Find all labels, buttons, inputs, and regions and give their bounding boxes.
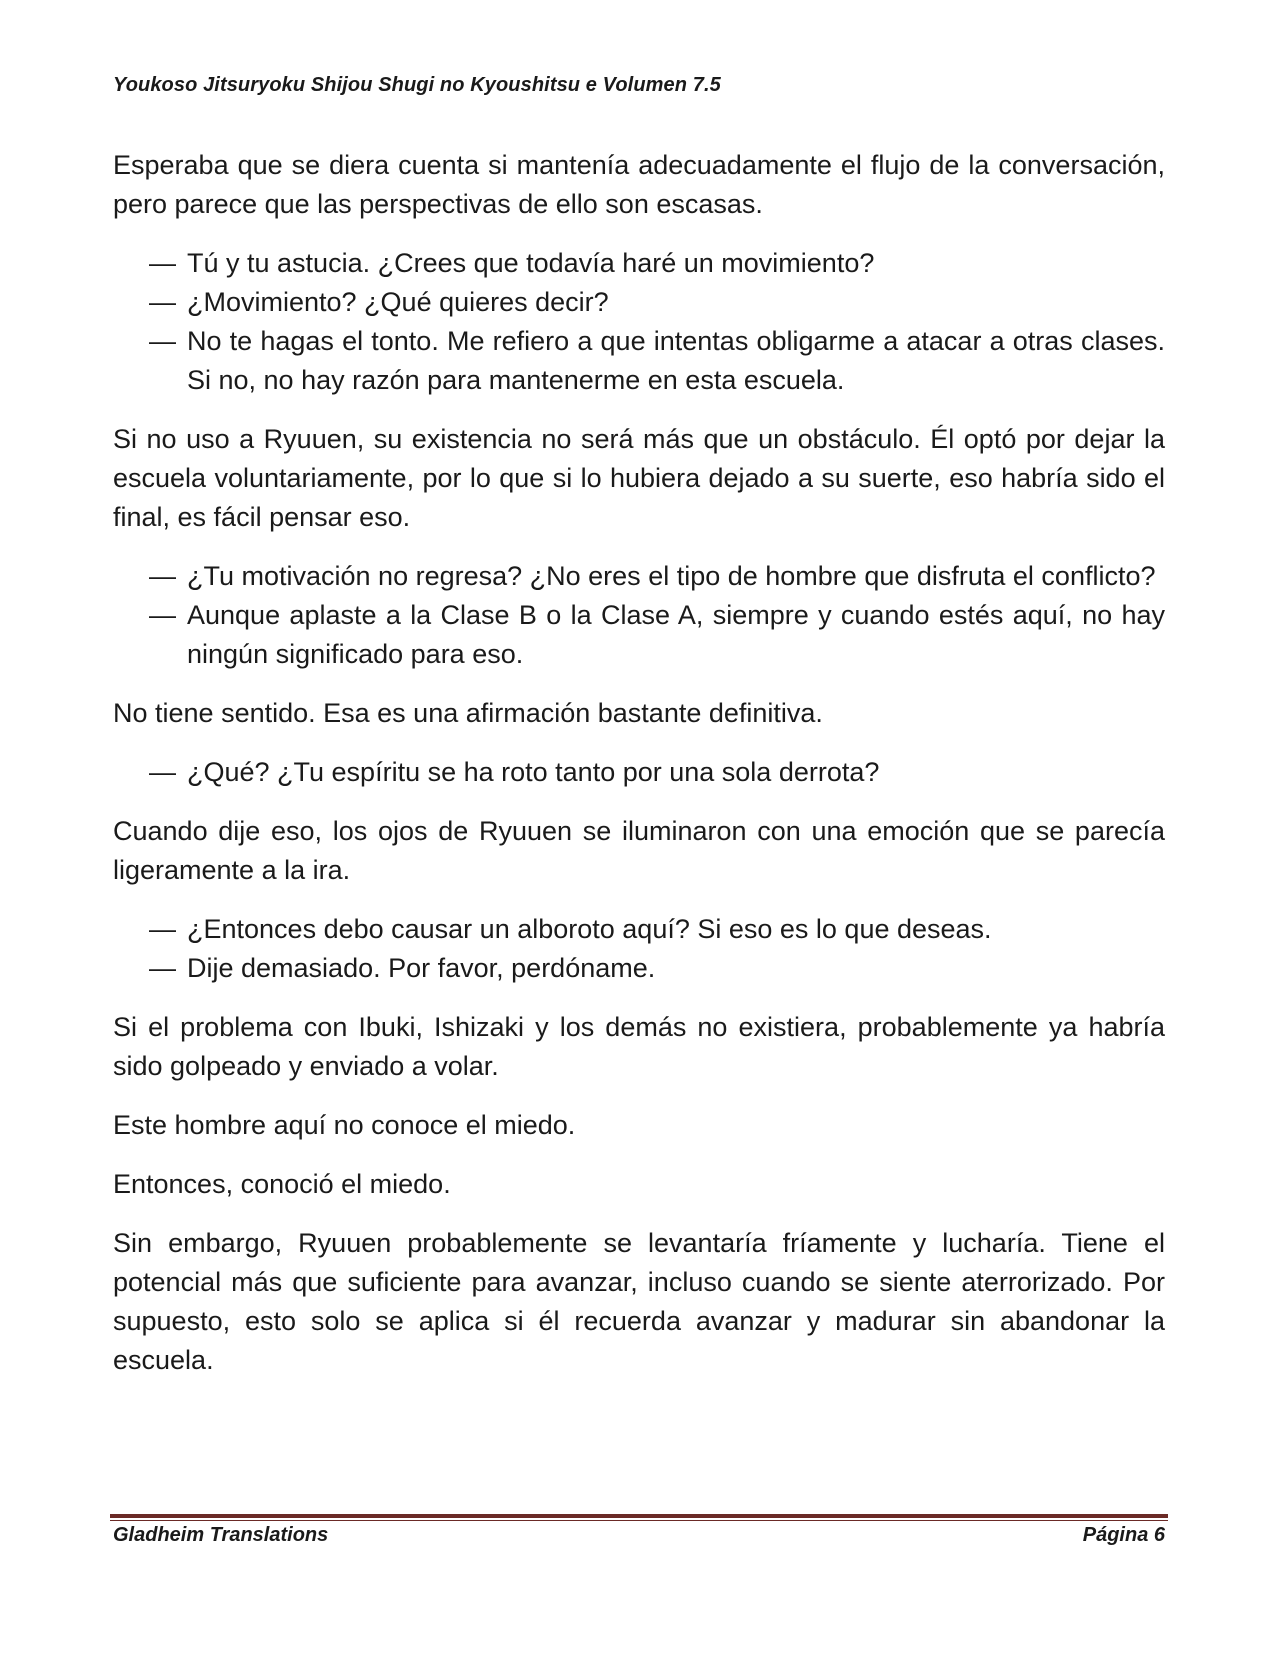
dialogue-text: No te hagas el tonto. Me refiero a que intentas obligarme a atacar a otras clases. Si no, no hay razón para mantenerme en esta escuela.: [187, 326, 1165, 395]
dialogue-block: [113, 753, 1165, 792]
dialogue-text: ¿Movimiento? ¿Qué quieres decir?: [187, 287, 609, 317]
dash-mark: —: [149, 248, 176, 278]
dialogue-text: Dije demasiado. Por favor, perdóname.: [187, 953, 656, 983]
dialogue-block: [113, 244, 1165, 400]
dialogue-text: Tú y tu astucia. ¿Crees que todavía haré un movimiento?: [187, 248, 875, 278]
dash-mark: —: [149, 914, 176, 944]
footer-translator: Gladheim Translations: [113, 1524, 329, 1546]
dialogue-block: [113, 557, 1165, 674]
dash-mark: —: [149, 287, 176, 317]
dialogue-line: [113, 244, 1165, 283]
page-body: [113, 146, 1165, 1400]
dash-mark: —: [149, 561, 176, 591]
paragraph: Cuando dije eso, los ojos de Ryuuen se iluminaron con una emoción que se parecía ligeramente a la ira.: [113, 816, 1165, 885]
paragraph: Este hombre aquí no conoce el miedo.: [113, 1110, 576, 1140]
dialogue-line: [113, 283, 1165, 322]
paragraph: Si no uso a Ryuuen, su existencia no será más que un obstáculo. Él optó por dejar la escuela voluntariamente, por lo que si lo hubiera dejado a su suerte, eso habría sido el final, es fácil pensar eso.: [113, 424, 1165, 532]
header-title: Youkoso Jitsuryoku Shijou Shugi no Kyoushitsu e Volumen 7.5: [113, 74, 721, 96]
dialogue-line: [113, 557, 1165, 596]
footer-divider-thin: [110, 1520, 1168, 1521]
paragraph: Si el problema con Ibuki, Ishizaki y los demás no existiera, probablemente ya habría sido golpeado y enviado a volar.: [113, 1012, 1165, 1081]
dash-mark: —: [149, 600, 176, 630]
paragraph: Entonces, conoció el miedo.: [113, 1169, 451, 1199]
dash-mark: —: [149, 326, 176, 356]
dialogue-text: ¿Tu motivación no regresa? ¿No eres el tipo de hombre que disfruta el conflicto?: [187, 561, 1156, 591]
dialogue-line: [113, 949, 1165, 988]
paragraph: No tiene sentido. Esa es una afirmación bastante definitiva.: [113, 698, 823, 728]
paragraph: Sin embargo, Ryuuen probablemente se levantaría fríamente y lucharía. Tiene el potencial más que suficiente para avanzar, incluso cuando se siente aterrorizado. Por supuesto, esto solo se aplica si él recuerda avanzar y madurar sin abandonar la escuela.: [113, 1228, 1165, 1375]
dash-mark: —: [149, 953, 176, 983]
dialogue-text: ¿Qué? ¿Tu espíritu se ha roto tanto por una sola derrota?: [187, 757, 880, 787]
dialogue-line: [113, 322, 1165, 400]
dialogue-text: Aunque aplaste a la Clase B o la Clase A, siempre y cuando estés aquí, no hay ningún significado para eso.: [187, 600, 1165, 669]
footer-page-number: Página 6: [1082, 1524, 1165, 1546]
dialogue-line: [113, 753, 1165, 792]
dash-mark: —: [149, 757, 176, 787]
footer-divider: [110, 1514, 1168, 1518]
paragraph: Esperaba que se diera cuenta si mantenía adecuadamente el flujo de la conversación, pero parece que las perspectivas de ello son escasas.: [113, 150, 1165, 219]
dialogue-line: [113, 596, 1165, 674]
dialogue-line: [113, 910, 1165, 949]
dialogue-text: ¿Entonces debo causar un alboroto aquí? Si eso es lo que deseas.: [187, 914, 992, 944]
dialogue-block: [113, 910, 1165, 988]
